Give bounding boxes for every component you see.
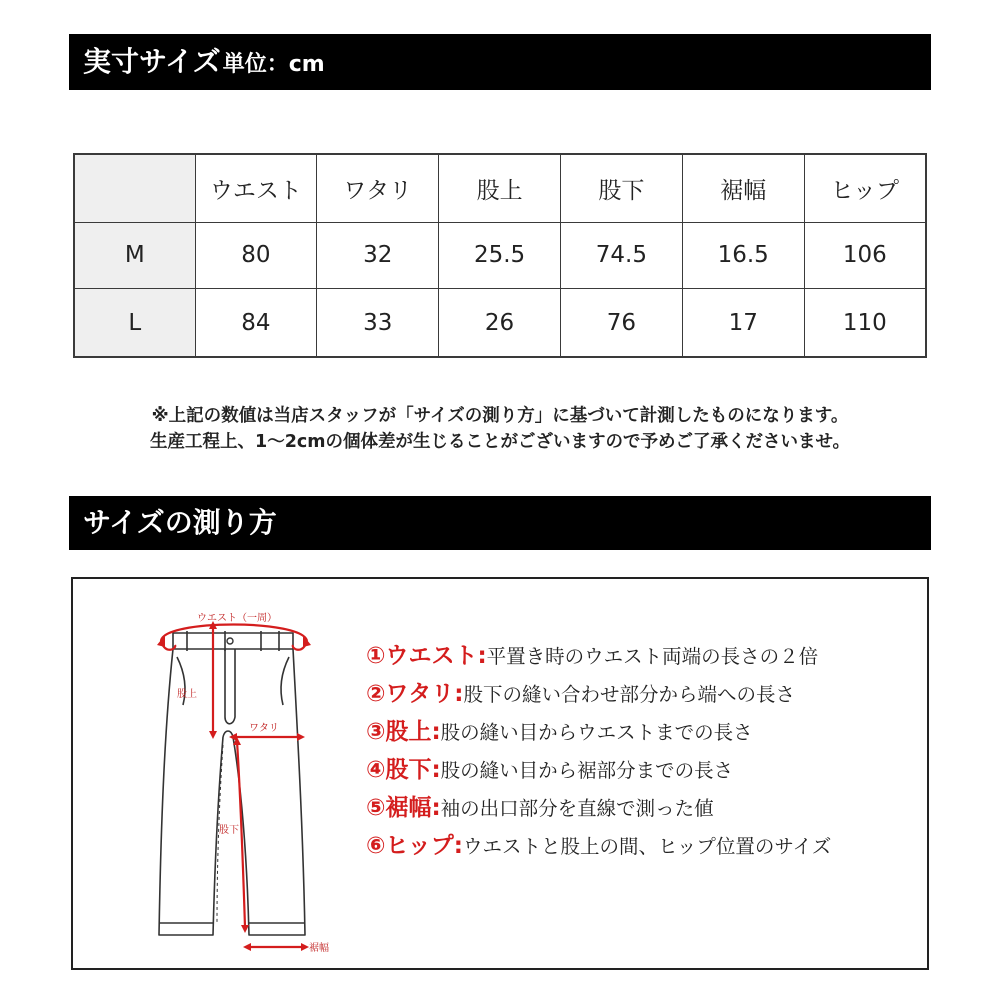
inseam-diagram-label: 股下 [219, 825, 239, 836]
column-header-hip: ヒップ [804, 154, 926, 222]
legend-desc: 袖の出口部分を直線で測った値 [440, 797, 714, 820]
table-cell: 25.5 [439, 222, 561, 289]
thigh-diagram-label: ワタリ [249, 723, 279, 734]
unit-label: 単位：cm [222, 52, 325, 77]
hem-diagram-label: 裾幅 [309, 943, 329, 954]
table-cell: 16.5 [682, 222, 804, 289]
disclaimer-line-1: ※上記の数値は当店スタッフが「サイズの測り方」に基づいて計測したものになります。 [151, 406, 849, 426]
column-header-rise: 股上 [439, 154, 561, 222]
pants-illustration [153, 605, 353, 965]
legend-item-hip [366, 827, 926, 865]
rise-diagram-label: 股上 [177, 689, 197, 700]
row-header-size: L [74, 289, 195, 357]
table-cell: 17 [682, 289, 804, 357]
table-cell: 76 [560, 289, 682, 357]
table-cell: 84 [195, 289, 317, 357]
table-row [74, 222, 926, 289]
measurement-diagram-panel [71, 577, 929, 970]
size-table [73, 153, 927, 358]
disclaimer-line-2: 生産工程上、1〜2cmの個体差が生じることがございますので予めご了承くださいませ。 [150, 432, 850, 452]
table-cell: 32 [317, 222, 439, 289]
legend-desc: 股の縫い目から裾部分までの長さ [440, 759, 734, 782]
row-header-size: M [74, 222, 195, 289]
table-cell: 80 [195, 222, 317, 289]
column-header-waist: ウエスト [195, 154, 317, 222]
legend-key: ⑤裾幅: [366, 795, 441, 821]
table-row [74, 289, 926, 357]
table-corner-cell [74, 154, 195, 222]
table-cell: 110 [804, 289, 926, 357]
legend-desc: 平置き時のウエスト両端の長さの２倍 [486, 645, 819, 668]
column-header-thigh: ワタリ [317, 154, 439, 222]
legend-item-thigh [366, 675, 926, 713]
legend-desc: 股の縫い目からウエストまでの長さ [440, 721, 753, 744]
legend-item-waist [366, 637, 926, 675]
legend-item-hem [366, 789, 926, 827]
section-title: サイズの測り方 [83, 506, 277, 539]
measurement-legend [366, 637, 926, 865]
legend-key: ④股下: [366, 757, 441, 783]
legend-key: ⑥ヒップ: [366, 833, 463, 859]
table-cell: 74.5 [560, 222, 682, 289]
table-cell: 26 [439, 289, 561, 357]
legend-key: ①ウエスト: [366, 643, 487, 669]
legend-desc: ウエストと股上の間、ヒップ位置のサイズ [462, 835, 832, 858]
table-cell: 106 [804, 222, 926, 289]
column-header-hem: 裾幅 [682, 154, 804, 222]
legend-key: ③股上: [366, 719, 441, 745]
table-cell: 33 [317, 289, 439, 357]
legend-item-rise [366, 713, 926, 751]
legend-desc: 股下の縫い合わせ部分から端への長さ [463, 683, 795, 706]
section-header-how-to-measure [69, 496, 931, 550]
legend-key: ②ワタリ: [366, 681, 464, 707]
table-header-row [74, 154, 926, 222]
waist-diagram-label: ウエスト（一周） [197, 613, 277, 624]
section-title: 実寸サイズ [83, 45, 221, 78]
legend-item-inseam [366, 751, 926, 789]
column-header-inseam: 股下 [560, 154, 682, 222]
section-header-actual-size [69, 34, 931, 90]
